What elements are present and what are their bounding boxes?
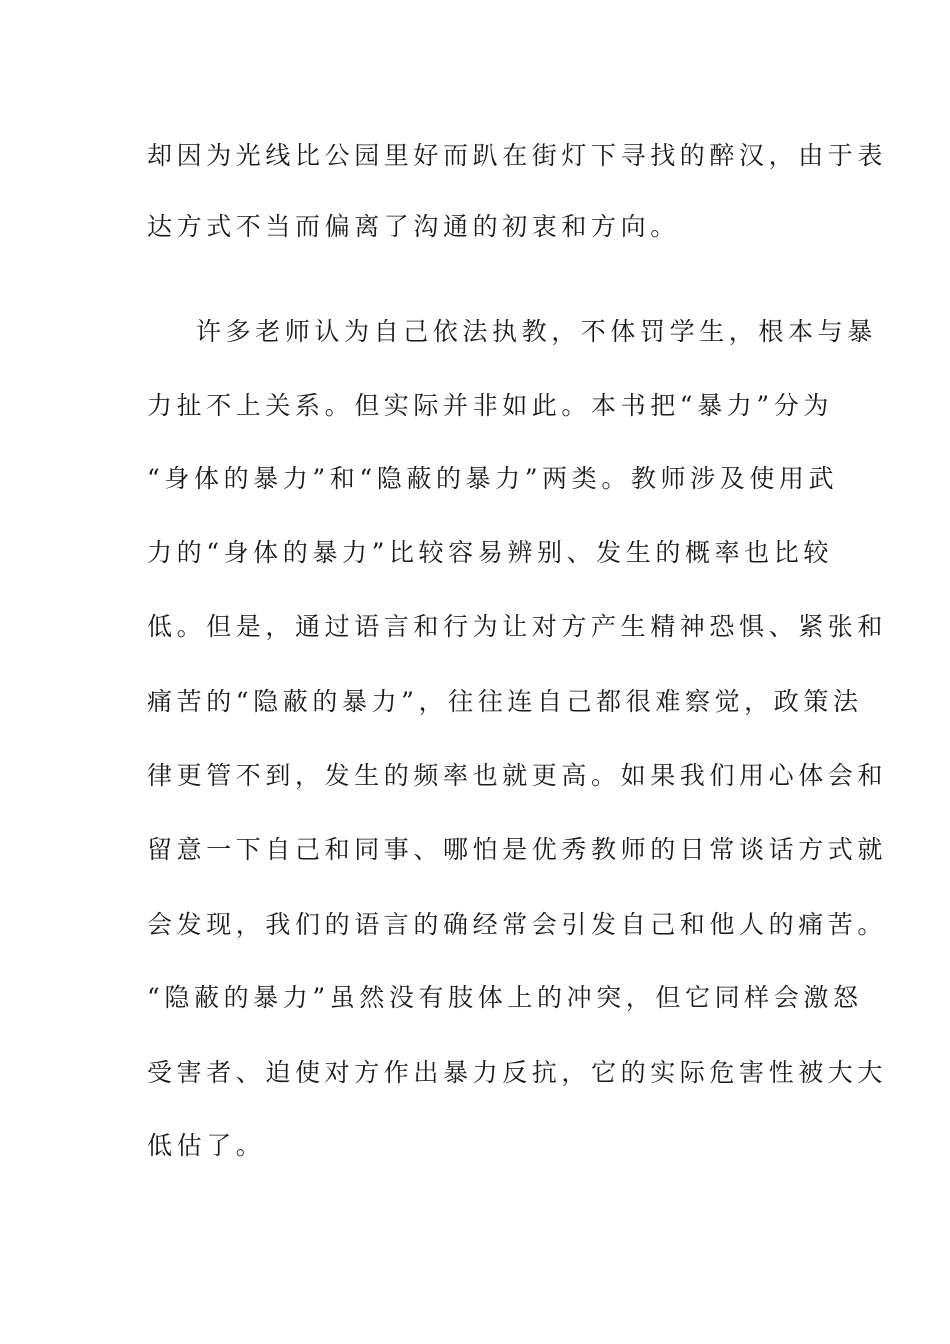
- text-line-8: 痛苦的“隐蔽的暴力”，往往连自己都很难察觉，政策法: [147, 687, 863, 716]
- text-line-11: 会发现，我们的语言的确经常会引发自己和他人的痛苦。: [147, 910, 888, 939]
- text-line-2: 达方式不当而偏离了沟通的初衷和方向。: [147, 212, 680, 241]
- text-line-1: 却因为光线比公园里好而趴在街灯下寻找的醉汉，由于表: [147, 141, 888, 170]
- text-line-9: 律更管不到，发生的频率也就更高。如果我们用心体会和: [147, 761, 888, 790]
- text-line-14: 低估了。: [147, 1131, 266, 1160]
- text-line-4: 力扯不上关系。但实际并非如此。本书把“暴力”分为: [147, 391, 833, 420]
- text-line-7: 低。但是，通过语言和行为让对方产生精神恐惧、紧张和: [147, 612, 888, 641]
- text-line-10: 留意一下自己和同事、哪怕是优秀教师的日常谈话方式就: [147, 835, 888, 864]
- text-line-13: 受害者、迫使对方作出暴力反抗，它的实际危害性被大大: [147, 1058, 888, 1087]
- text-line-6: 力的“身体的暴力”比较容易辨别、发生的概率也比较: [147, 538, 833, 567]
- paragraph-first-line: 许多老师认为自己依法执教，不体罚学生，根本与暴: [196, 317, 877, 346]
- text-line-5: “身体的暴力”和“隐蔽的暴力”两类。教师涉及使用武: [147, 464, 839, 493]
- text-line-12: “隐蔽的暴力”虽然没有肢体上的冲突，但它同样会激怒: [147, 983, 863, 1012]
